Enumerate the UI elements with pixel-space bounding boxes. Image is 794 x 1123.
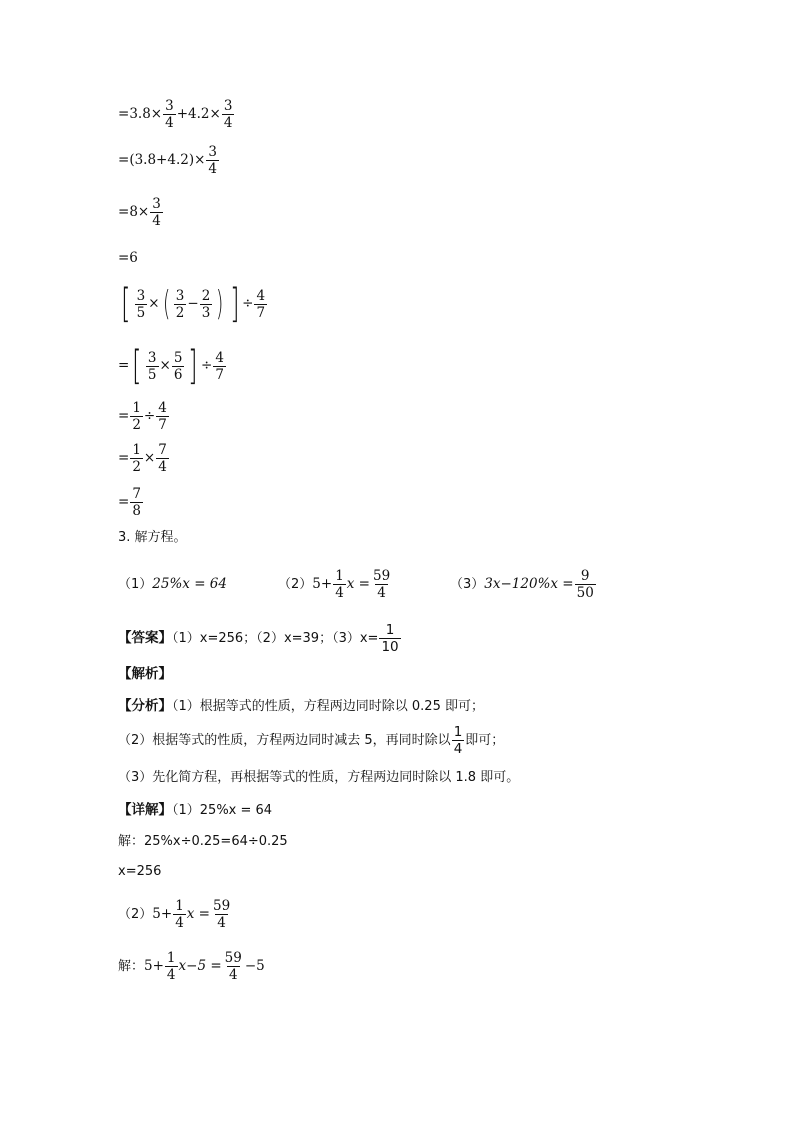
calc1-step2: =(3.8+4.2)× $\frac{3}{4}$	[118, 144, 218, 177]
problem-3: （3）3x−120%x = $\frac{9}{50}$	[450, 568, 594, 601]
fraction: $\frac{1}{4}$	[166, 950, 176, 983]
calc2-step2: = $\frac{1}{2}$ ÷ $\frac{4}{7}$	[118, 400, 167, 433]
fenxi-line-3: （3）先化简方程，再根据等式的性质，方程两边同时除以 1.8 即可。	[118, 770, 520, 785]
problem-2: （2）5+ $\frac{1}{4}$ x = $\frac{59}{4}$	[278, 568, 391, 601]
fraction: $\frac{7}{8}$	[132, 486, 141, 519]
calc2-step1: =[ $\frac{3}{5}$ × $\frac{5}{6}$ ] ÷ $\frac{4}{7}$	[118, 343, 224, 389]
answer-line: 【答案】（1）x=256；（2）x=39；（3）x= $\frac{1}{10}$	[118, 622, 399, 655]
detail-heading: 【详解】（1）25%x = 64	[118, 802, 273, 818]
fraction: $\frac{1}{4}$	[335, 568, 344, 601]
fraction: $\frac{1}{10}$	[381, 622, 399, 655]
detail-problem-2: （2）5+ $\frac{1}{4}$ x = $\frac{59}{4}$	[118, 898, 231, 931]
calc2-result: = $\frac{7}{8}$	[118, 486, 141, 519]
fraction: $\frac{2}{3}$	[201, 287, 211, 321]
fraction: $\frac{1}{4}$	[175, 898, 184, 931]
fraction: $\frac{59}{4}$	[224, 950, 242, 983]
fraction: $\frac{3}{4}$	[152, 196, 161, 229]
fraction: $\frac{59}{4}$	[213, 898, 231, 931]
detail-step-2: x=256	[118, 864, 162, 879]
calc1-step3: =8× $\frac{3}{4}$	[118, 196, 161, 229]
fraction: $\frac{9}{50}$	[576, 568, 594, 601]
fraction: $\frac{4}{7}$	[256, 287, 266, 321]
problem-row	[118, 568, 597, 601]
fenxi-line-2: （2）根据等式的性质，方程两边同时减去 5，再同时除以 $\frac{1}{4}$ 即可；	[118, 724, 505, 757]
fraction: $\frac{59}{4}$	[373, 568, 391, 601]
calc1-step1: =3.8× $\frac{3}{4}$ +4.2× $\frac{3}{4}$	[118, 98, 233, 131]
fraction: $\frac{1}{2}$	[132, 442, 141, 475]
fraction: $\frac{3}{5}$	[136, 287, 146, 321]
analysis-heading: 【解析】	[118, 666, 172, 682]
fraction: $\frac{3}{4}$	[165, 98, 174, 131]
fraction: $\frac{1}{2}$	[132, 400, 141, 433]
fraction: $\frac{3}{2}$	[175, 287, 185, 321]
fenxi-line-1: 【分析】（1）根据等式的性质，方程两边同时除以 0.25 即可；	[118, 698, 484, 714]
fraction: $\frac{3}{5}$	[147, 349, 157, 383]
fraction: $\frac{1}{4}$	[453, 724, 463, 757]
detail-step-1: 解：25%x÷0.25=64÷0.25	[118, 834, 288, 849]
fraction: $\frac{7}{4}$	[158, 442, 167, 475]
section-heading: 3. 解方程。	[118, 530, 187, 545]
problem-1: （1）25%x = 64	[118, 576, 227, 592]
fraction: $\frac{3}{4}$	[223, 98, 233, 131]
fraction: $\frac{4}{7}$	[158, 400, 167, 433]
calc1-result: =6	[118, 250, 138, 266]
detail-step-3: 解：5+ $\frac{1}{4}$ x−5 = $\frac{59}{4}$ −5	[118, 950, 265, 983]
calc2-step3: = $\frac{1}{2}$ × $\frac{7}{4}$	[118, 442, 167, 475]
fraction: $\frac{3}{4}$	[208, 144, 218, 177]
fraction: $\frac{5}{6}$	[173, 349, 183, 383]
fraction: $\frac{4}{7}$	[215, 349, 224, 383]
calc2-expression: [ $\frac{3}{5}$ ×( $\frac{3}{2}$ − $\frac{2}{3}$ ) ] ÷ $\frac{4}{7}$	[121, 281, 266, 327]
